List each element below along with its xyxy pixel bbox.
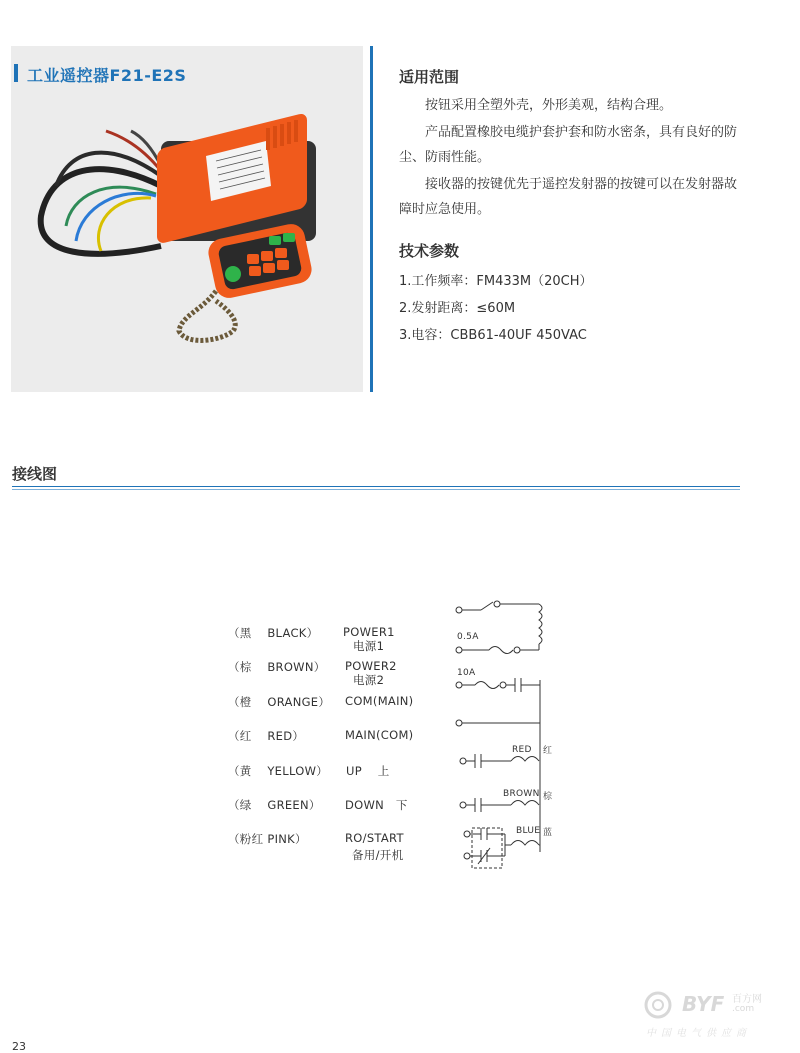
- wire-func-power1-cn: 电源1: [353, 639, 385, 653]
- spec-item-3: 3.电容：CBB61-40UF 450VAC: [399, 328, 587, 343]
- logo-mark-icon: [642, 990, 678, 1020]
- coil-label-red: RED: [512, 745, 532, 755]
- wire-func-power1: POWER1: [343, 625, 395, 639]
- scope-paragraph-2: 产品配置橡胶电缆护套护套和防水密条，具有良好的防尘、防雨性能。: [399, 125, 738, 165]
- specs-heading: 技术参数: [399, 242, 460, 260]
- wire-func-down: DOWN 下: [345, 798, 408, 812]
- watermark-logo: [640, 990, 792, 1046]
- wire-color-yellow: （黄 YELLOW）: [228, 764, 329, 778]
- watermark-brand: BYF: [682, 992, 725, 1016]
- watermark-tagline: 中国电气供应商: [646, 1028, 751, 1039]
- scope-paragraph-1: 按钮采用全塑外壳，外形美观，结构合理。: [425, 98, 673, 113]
- wire-color-pink: （粉红 PINK）: [228, 832, 307, 846]
- wire-func-ro-start: RO/START: [345, 831, 404, 845]
- wiring-rule: [12, 486, 740, 492]
- coil-label-red-cn: 红: [543, 746, 553, 756]
- scope-paragraph-3: 接收器的按键优先于遥控发射器的按键可以在发射器故障时应急使用。: [399, 177, 738, 217]
- scope-heading: 适用范围: [399, 68, 460, 86]
- watermark-url: .com: [732, 1004, 755, 1014]
- coil-label-blue: BLUE: [516, 826, 541, 836]
- wire-color-brown: （棕 BROWN）: [228, 660, 326, 674]
- fuse-label-10a: 10A: [457, 668, 476, 678]
- wire-color-red: （红 RED）: [228, 729, 305, 743]
- fuse-label-0-5a: 0.5A: [457, 632, 479, 642]
- page-number: 23: [12, 1040, 26, 1053]
- spec-item-2: 2.发射距离：≤60M: [399, 301, 516, 316]
- wire-color-green: （绿 GREEN）: [228, 798, 321, 812]
- watermark-brand-cn: 百方网: [732, 994, 762, 1005]
- title-accent-bar: [14, 64, 18, 82]
- wire-func-ro-start-cn: 备用/开机: [352, 848, 404, 862]
- coil-label-brown: BROWN: [503, 789, 540, 799]
- coil-label-blue-cn: 蓝: [543, 828, 553, 838]
- wire-func-main-com: MAIN(COM): [345, 728, 414, 742]
- vertical-divider: [370, 46, 373, 392]
- wire-color-orange: （橙 ORANGE）: [228, 695, 331, 709]
- coil-label-brown-cn: 棕: [543, 792, 553, 802]
- wire-func-power2-cn: 电源2: [353, 673, 385, 687]
- product-title: 工业遥控器F21-E2S: [27, 66, 187, 85]
- product-photo: [11, 46, 363, 392]
- wire-func-power2: POWER2: [345, 659, 397, 673]
- wire-func-com-main: COM(MAIN): [345, 694, 414, 708]
- spec-item-1: 1.工作频率：FM433M（20CH）: [399, 274, 593, 289]
- wire-func-up: UP 上: [346, 764, 390, 778]
- wiring-title: 接线图: [12, 465, 58, 483]
- wire-color-black: （黑 BLACK）: [228, 626, 319, 640]
